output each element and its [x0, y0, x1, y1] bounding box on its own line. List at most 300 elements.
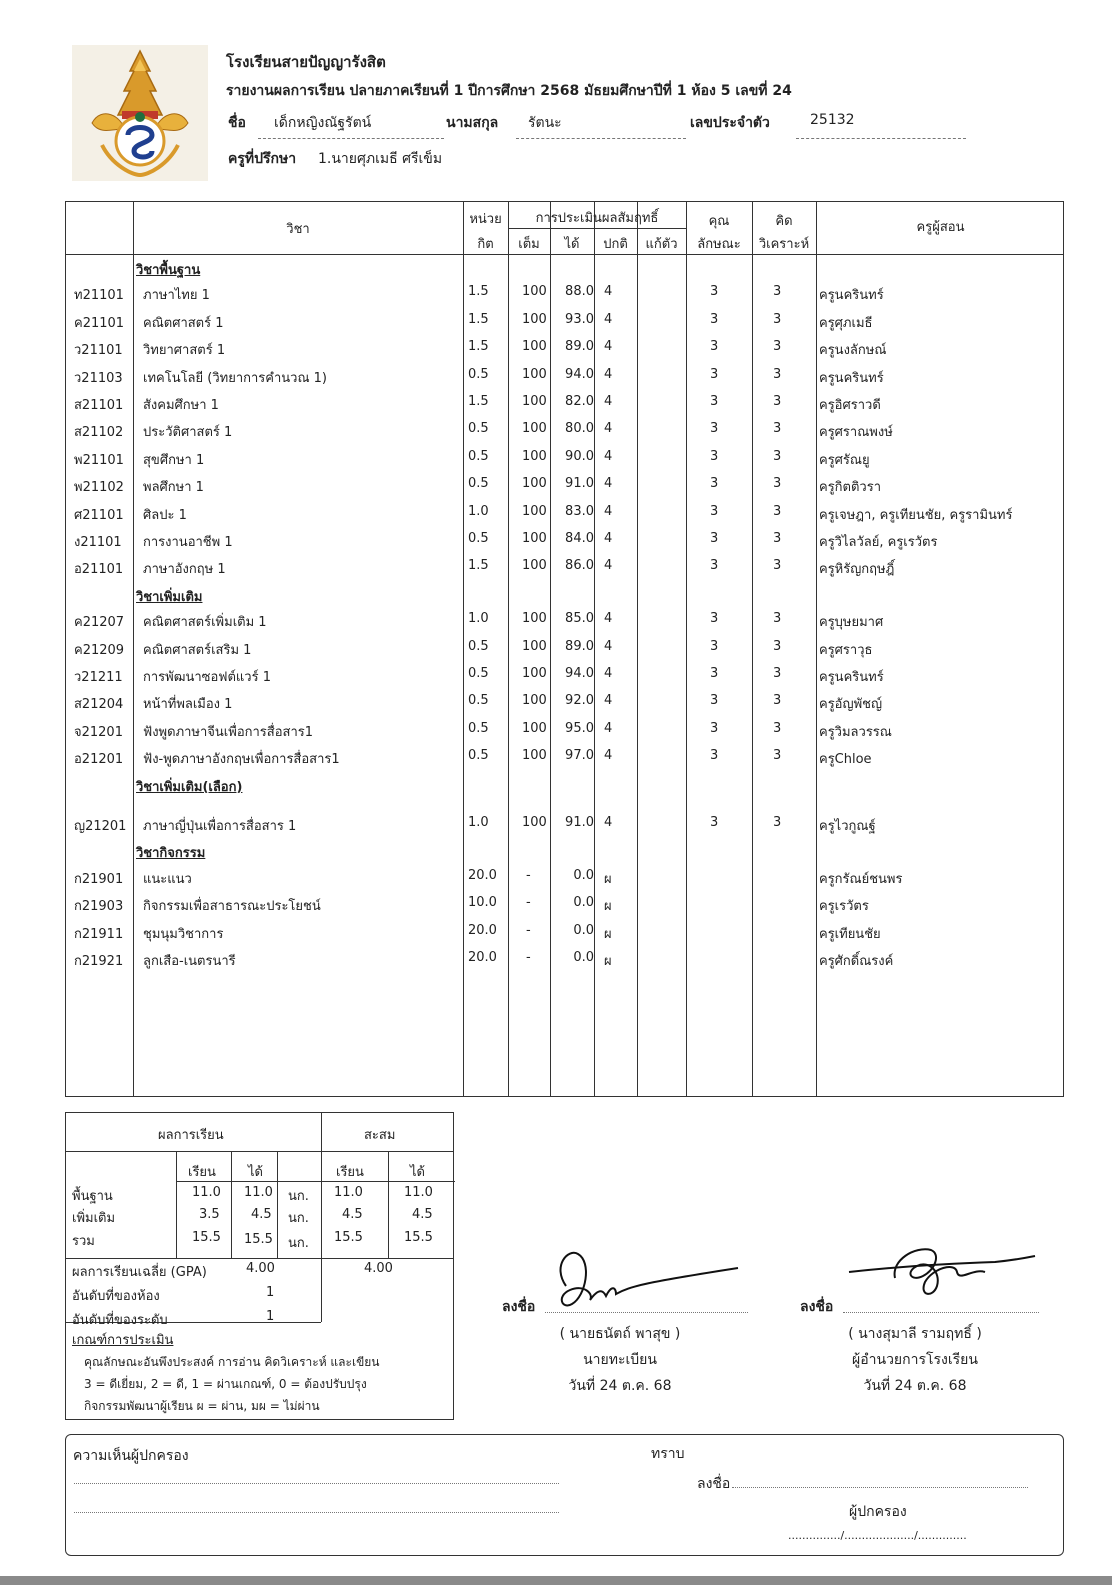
table-row — [66, 639, 1065, 659]
score: 88.0 — [565, 284, 594, 300]
full-score: 100 — [522, 339, 547, 355]
table-row — [66, 312, 1065, 332]
table-row — [66, 558, 1065, 578]
analytic-thinking: 3 — [773, 503, 782, 519]
grade: 4 — [604, 394, 613, 409]
rank-level-value: 1 — [266, 1309, 275, 1324]
col-credit-top: หน่วย — [469, 212, 502, 227]
col-subject: วิชา — [286, 222, 310, 237]
full-score: 100 — [522, 421, 547, 437]
score: 91.0 — [565, 476, 594, 492]
characteristic: 3 — [710, 366, 719, 382]
grade: ผ — [604, 871, 612, 887]
subject-code: ว21103 — [74, 370, 123, 386]
col-got: ได้ — [564, 237, 580, 252]
characteristic: 3 — [710, 476, 719, 492]
table-row — [66, 868, 1065, 888]
subject-name: สุขศึกษา 1 — [143, 452, 205, 468]
credit: 20.0 — [468, 950, 497, 965]
grade: 4 — [604, 503, 613, 519]
table-row — [66, 394, 1065, 414]
grade: 4 — [604, 284, 613, 300]
summary-row-label: พื้นฐาน — [72, 1189, 113, 1204]
teacher-name: ครูอิศราวดี — [819, 398, 881, 413]
col-think-bottom: วิเคราะห์ — [758, 237, 810, 252]
score: 97.0 — [565, 748, 594, 764]
teacher-name: ครูเรวัตร — [819, 899, 869, 915]
grade: 4 — [604, 311, 613, 327]
credit: 1.5 — [468, 394, 489, 409]
subject-code: อ21101 — [74, 562, 124, 578]
grade: 4 — [604, 476, 613, 492]
subject-code: พ21102 — [74, 480, 124, 496]
subject-code: ง21101 — [74, 535, 122, 550]
table-row — [66, 721, 1065, 741]
score: 86.0 — [565, 558, 594, 574]
acc-study-header: เรียน — [336, 1165, 364, 1180]
col-assessment: การประเมินผลสัมฤทธิ์ — [535, 211, 659, 226]
subject-code: ท21101 — [74, 288, 124, 304]
criteria-line-1: คุณลักษณะอันพึงประสงค์ การอ่าน คิดวิเคราะห์ และเขียน — [84, 1355, 380, 1369]
table-row — [66, 693, 1065, 713]
teacher-name: ครูอัญพัชญ์ — [819, 697, 883, 713]
score: 0.0 — [573, 895, 594, 911]
summary-acc-study: 11.0 — [334, 1185, 363, 1200]
credit: 0.5 — [468, 638, 489, 654]
characteristic: 3 — [710, 815, 719, 830]
full-score: 100 — [522, 394, 547, 409]
subject-code: อ21201 — [74, 752, 124, 768]
score: 94.0 — [565, 366, 594, 382]
summary-acc-got: 4.5 — [412, 1207, 433, 1222]
full-score: 100 — [522, 531, 547, 546]
criteria-line-2: 3 = ดีเยี่ยม, 2 = ดี, 1 = ผ่านเกณฑ์, 0 = ต้องปรับปรุง — [84, 1377, 367, 1391]
grade: 4 — [604, 558, 613, 574]
characteristic: 3 — [710, 693, 719, 709]
col-credit-bottom: กิต — [477, 237, 494, 252]
grade: ผ — [604, 954, 612, 969]
school-name: โรงเรียนสายปัญญารังสิต — [226, 53, 386, 71]
full-score: 100 — [522, 476, 547, 492]
table-row — [66, 611, 1065, 631]
table-row — [66, 923, 1065, 943]
credit: 20.0 — [468, 867, 497, 883]
full-score: - — [526, 922, 531, 938]
director-date: วันที่ 24 ต.ค. 68 — [863, 1378, 967, 1394]
parent-sign-label: ลงชื่อ — [697, 1476, 731, 1492]
parent-title: ผู้ปกครอง — [849, 1504, 907, 1520]
table-row — [66, 339, 1065, 359]
full-score: 100 — [522, 311, 547, 327]
col-corrected: แก้ตัว — [645, 237, 678, 252]
section-title: วิชาเพิ่มเติม — [136, 589, 203, 605]
accum-label: สะสม — [364, 1128, 396, 1143]
subject-code: ค21207 — [74, 615, 125, 631]
summary-acc-study: 4.5 — [342, 1207, 363, 1222]
subject-name: การงานอาชีพ 1 — [143, 535, 233, 550]
student-id-label: เลขประจำตัว — [690, 115, 770, 131]
parent-opinion-line-2[interactable] — [74, 1512, 559, 1513]
subject-code: ศ21101 — [74, 507, 124, 523]
full-score: 100 — [522, 666, 547, 681]
characteristic: 3 — [710, 720, 719, 736]
subject-name: กิจกรรมเพื่อสาธารณะประโยชน์ — [143, 899, 321, 915]
surname-label: นามสกุล — [446, 115, 499, 131]
subject-name: การพัฒนาซอฟต์แวร์ 1 — [143, 670, 271, 685]
characteristic: 3 — [710, 503, 719, 519]
subject-code: ส21101 — [74, 398, 124, 413]
score: 84.0 — [565, 531, 594, 546]
teacher-name: ครูนงลักษณ์ — [819, 343, 887, 359]
results-label: ผลการเรียน — [158, 1128, 224, 1143]
rank-class-label: อันดับที่ของห้อง — [72, 1289, 160, 1304]
subject-name: วิทยาศาสตร์ 1 — [143, 343, 226, 359]
summary-row-label: รวม — [72, 1234, 95, 1249]
credit: 20.0 — [468, 922, 497, 938]
characteristic: 3 — [710, 311, 719, 327]
analytic-thinking: 3 — [773, 693, 782, 709]
section-title: วิชาพื้นฐาน — [136, 263, 201, 278]
full-score: 100 — [522, 638, 547, 654]
subject-name: พลศึกษา 1 — [143, 480, 204, 496]
credit: 1.5 — [468, 558, 489, 574]
parent-sign-line[interactable] — [732, 1487, 1028, 1488]
gpa-value: 4.00 — [246, 1261, 275, 1276]
summary-got: 11.0 — [244, 1185, 273, 1200]
summary-acc-got: 15.5 — [404, 1230, 433, 1245]
grade: 4 — [604, 448, 613, 464]
grade: 4 — [604, 611, 613, 627]
teacher-name: ครูหิรัญกฤษฎิ์ — [819, 562, 895, 578]
summary-got: 4.5 — [251, 1207, 272, 1222]
summary-unit: นก. — [288, 1189, 309, 1204]
name-underline — [258, 138, 444, 139]
teacher-name: ครูChloe — [819, 752, 872, 768]
criteria-line-3: กิจกรรมพัฒนาผู้เรียน ผ = ผ่าน, มผ = ไม่ผ่าน — [84, 1399, 320, 1413]
credit: 0.5 — [468, 720, 489, 736]
surname-underline — [516, 138, 686, 139]
table-row — [66, 748, 1065, 768]
summary-unit: นก. — [288, 1236, 309, 1251]
parent-date-line: .............../..................../.............. — [788, 1529, 967, 1542]
credit: 1.5 — [468, 311, 489, 327]
advisor-name: 1.นายศุภเมธี ศรีเข็ม — [318, 151, 443, 167]
score: 89.0 — [565, 339, 594, 355]
credit: 0.5 — [468, 448, 489, 464]
credit: 1.0 — [468, 815, 489, 830]
registrar-date: วันที่ 24 ต.ค. 68 — [568, 1378, 672, 1394]
table-row — [66, 950, 1065, 970]
school-emblem-logo — [72, 45, 208, 181]
subject-code: ญ21201 — [74, 819, 127, 834]
grade: 4 — [604, 366, 613, 382]
col-char-top: คุณ — [708, 214, 730, 229]
parent-opinion-label: ความเห็นผู้ปกครอง — [73, 1448, 189, 1464]
summary-study: 11.0 — [192, 1185, 221, 1200]
grade: 4 — [604, 748, 613, 764]
credit: 0.5 — [468, 693, 489, 709]
report-title: รายงานผลการเรียน ปลายภาคเรียนที่ 1 ปีการศึกษา 2568 มัธยมศึกษาปีที่ 1 ห้อง 5 เลขที่ 24 — [226, 83, 792, 99]
got-header: ได้ — [248, 1165, 263, 1180]
section-title: วิชากิจกรรม — [136, 846, 206, 862]
bottom-bar — [0, 1576, 1112, 1585]
score: 93.0 — [565, 311, 594, 327]
table-row — [66, 531, 1065, 551]
grade: 4 — [604, 666, 613, 681]
table-row — [66, 815, 1065, 835]
table-row — [66, 284, 1065, 304]
subject-name: ศิลปะ 1 — [143, 507, 187, 523]
grade: 4 — [604, 693, 613, 709]
subject-name: ประวัติศาสตร์ 1 — [143, 425, 233, 441]
score: 90.0 — [565, 448, 594, 464]
director-signature — [845, 1242, 1045, 1312]
teacher-name: ครูบุษยมาศ — [819, 615, 884, 631]
registrar-sign-label: ลงชื่อ — [502, 1299, 536, 1315]
score: 83.0 — [565, 503, 594, 519]
col-normal: ปกติ — [603, 237, 628, 252]
teacher-name: ครูกรัณย์ชนพร — [819, 871, 903, 887]
summary-study: 15.5 — [192, 1230, 221, 1245]
grades-table — [65, 201, 1064, 1097]
subject-code: ส21204 — [74, 697, 124, 713]
characteristic: 3 — [710, 558, 719, 574]
subject-name: ฟังพูดภาษาจีนเพื่อการสื่อสาร1 — [143, 724, 314, 740]
characteristic: 3 — [710, 611, 719, 627]
summary-box — [65, 1112, 454, 1420]
credit: 1.5 — [468, 339, 489, 355]
director-sign-line — [843, 1312, 1039, 1313]
full-score: 100 — [522, 448, 547, 464]
summary-study: 3.5 — [199, 1207, 220, 1222]
criteria-title: เกณฑ์การประเมิน — [72, 1333, 174, 1348]
rank-class-value: 1 — [266, 1285, 275, 1300]
teacher-name: ครูศรัณยู — [819, 452, 870, 468]
characteristic: 3 — [710, 638, 719, 654]
subject-code: ก21911 — [74, 926, 124, 942]
teacher-name: ครูศุภเมธี — [819, 315, 873, 331]
grade: 4 — [604, 531, 613, 546]
score: 92.0 — [565, 693, 594, 709]
full-score: - — [526, 950, 531, 965]
credit: 0.5 — [468, 748, 489, 764]
subject-code: ค21101 — [74, 315, 125, 331]
rank-level-label: อันดับที่ของระดับ — [72, 1313, 168, 1328]
full-score: 100 — [522, 558, 547, 574]
analytic-thinking: 3 — [773, 748, 782, 764]
analytic-thinking: 3 — [773, 531, 782, 546]
analytic-thinking: 3 — [773, 394, 782, 409]
teacher-name: ครูนครินทร์ — [819, 370, 884, 386]
section-title: วิชาเพิ่มเติม(เลือก) — [136, 779, 243, 795]
characteristic: 3 — [710, 531, 719, 546]
grade: 4 — [604, 638, 613, 654]
teacher-name: ครูไวกูณฐ์ — [819, 819, 876, 834]
analytic-thinking: 3 — [773, 815, 782, 830]
summary-acc-got: 11.0 — [404, 1185, 433, 1200]
grade: ผ — [604, 926, 612, 942]
full-score: - — [526, 895, 531, 911]
subject-code: ก21921 — [74, 954, 124, 969]
teacher-name: ครูวิไลวัลย์, ครูเรวัตร — [819, 535, 938, 550]
score: 89.0 — [565, 638, 594, 654]
grade: 4 — [604, 421, 613, 437]
subject-code: ว21101 — [74, 343, 123, 359]
analytic-thinking: 3 — [773, 666, 782, 681]
score: 85.0 — [565, 611, 594, 627]
teacher-name: ครูเจษฎา, ครูเทียนชัย, ครูรามินทร์ — [819, 507, 1013, 523]
table-row — [66, 421, 1065, 441]
characteristic: 3 — [710, 339, 719, 355]
teacher-name: ครูศราณพงษ์ — [819, 425, 893, 441]
teacher-name: ครูศักดิ์ณรงค์ — [819, 954, 894, 969]
credit: 0.5 — [468, 421, 489, 437]
acc-got-header: ได้ — [410, 1165, 425, 1180]
characteristic: 3 — [710, 748, 719, 764]
subject-code: ก21901 — [74, 871, 124, 887]
analytic-thinking: 3 — [773, 366, 782, 382]
grade: 4 — [604, 815, 613, 830]
analytic-thinking: 3 — [773, 421, 782, 437]
table-row — [66, 476, 1065, 496]
analytic-thinking: 3 — [773, 611, 782, 627]
registrar-title: นายทะเบียน — [583, 1352, 657, 1368]
grade: ผ — [604, 899, 612, 915]
col-teacher: ครูผู้สอน — [916, 220, 965, 235]
teacher-name: ครูนครินทร์ — [819, 670, 884, 685]
full-score: - — [526, 867, 531, 883]
characteristic: 3 — [710, 284, 719, 300]
advisor-label: ครูที่ปรึกษา — [228, 151, 297, 167]
subject-name: แนะแนว — [143, 871, 192, 887]
name-label: ชื่อ — [228, 115, 246, 131]
study-header: เรียน — [188, 1165, 216, 1180]
gpa-label: ผลการเรียนเฉลี่ย (GPA) — [72, 1265, 207, 1280]
credit: 0.5 — [468, 531, 489, 546]
score: 80.0 — [565, 421, 594, 437]
credit: 0.5 — [468, 666, 489, 681]
parent-comment-box — [65, 1434, 1064, 1556]
registrar-signature — [548, 1246, 748, 1316]
characteristic: 3 — [710, 394, 719, 409]
summary-acc-study: 15.5 — [334, 1230, 363, 1245]
subject-name: คณิตศาสตร์เพิ่มเติม 1 — [143, 615, 267, 631]
parent-ack-label: ทราบ — [651, 1446, 685, 1462]
student-id: 25132 — [810, 112, 855, 128]
subject-name: ภาษาอังกฤษ 1 — [143, 562, 226, 578]
teacher-name: ครูศราวุธ — [819, 642, 873, 658]
registrar-name: ( นายธนัตถ์ พาสุข ) — [559, 1326, 681, 1342]
summary-unit: นก. — [288, 1211, 309, 1226]
full-score: 100 — [522, 693, 547, 709]
director-title: ผู้อำนวยการโรงเรียน — [852, 1352, 978, 1368]
subject-name: ภาษาญี่ปุ่นเพื่อการสื่อสาร 1 — [143, 819, 297, 834]
score: 0.0 — [573, 950, 594, 965]
table-row — [66, 504, 1065, 524]
subject-name: คณิตศาสตร์เสริม 1 — [143, 642, 252, 658]
full-score: 100 — [522, 284, 547, 300]
characteristic: 3 — [710, 448, 719, 464]
analytic-thinking: 3 — [773, 558, 782, 574]
director-sign-label: ลงชื่อ — [800, 1299, 834, 1315]
student-name: เด็กหญิงณัฐรัตน์ — [274, 115, 372, 131]
credit: 1.0 — [468, 503, 489, 519]
score: 82.0 — [565, 394, 594, 409]
analytic-thinking: 3 — [773, 339, 782, 355]
teacher-name: ครูเทียนชัย — [819, 926, 881, 942]
gpa-accum-value: 4.00 — [364, 1261, 393, 1276]
subject-name: เทคโนโลยี (วิทยาการคำนวณ 1) — [143, 370, 328, 386]
teacher-name: ครูนครินทร์ — [819, 288, 884, 304]
col-full: เต็ม — [518, 237, 540, 252]
teacher-name: ครูกิตติวรา — [819, 480, 882, 496]
subject-name: ฟัง-พูดภาษาอังกฤษเพื่อการสื่อสาร1 — [143, 752, 340, 768]
subject-name: ชุมนุมวิชาการ — [143, 926, 224, 942]
subject-code: พ21101 — [74, 452, 124, 468]
full-score: 100 — [522, 503, 547, 519]
grade: 4 — [604, 720, 613, 736]
director-name: ( นางสุมาลี รามฤทธิ์ ) — [848, 1326, 982, 1342]
subject-name: ลูกเสือ-เนตรนารี — [143, 954, 236, 969]
summary-row-label: เพิ่มเติม — [72, 1211, 116, 1226]
credit: 0.5 — [468, 366, 489, 382]
subject-name: คณิตศาสตร์ 1 — [143, 315, 224, 331]
subject-name: สังคมศึกษา 1 — [143, 398, 219, 413]
analytic-thinking: 3 — [773, 311, 782, 327]
subject-code: ส21102 — [74, 425, 124, 441]
col-think-top: คิด — [775, 214, 793, 229]
credit: 1.0 — [468, 611, 489, 627]
grade: 4 — [604, 339, 613, 355]
subject-code: ว21211 — [74, 670, 123, 685]
score: 91.0 — [565, 815, 594, 830]
analytic-thinking: 3 — [773, 448, 782, 464]
full-score: 100 — [522, 611, 547, 627]
score: 0.0 — [573, 867, 594, 883]
full-score: 100 — [522, 366, 547, 382]
characteristic: 3 — [710, 666, 719, 681]
analytic-thinking: 3 — [773, 720, 782, 736]
table-row — [66, 666, 1065, 686]
analytic-thinking: 3 — [773, 284, 782, 300]
subject-code: ค21209 — [74, 642, 125, 658]
id-underline — [796, 138, 966, 139]
table-row — [66, 895, 1065, 915]
credit: 1.5 — [468, 284, 489, 300]
subject-code: จ21201 — [74, 724, 123, 740]
analytic-thinking: 3 — [773, 638, 782, 654]
student-surname: รัตนะ — [528, 115, 562, 131]
parent-opinion-line-1[interactable] — [74, 1483, 559, 1484]
full-score: 100 — [522, 720, 547, 736]
subject-name: หน้าที่พลเมือง 1 — [143, 697, 233, 713]
col-char-bottom: ลักษณะ — [697, 237, 741, 252]
credit: 0.5 — [468, 476, 489, 492]
table-row — [66, 449, 1065, 469]
teacher-name: ครูวิมลวรรณ — [819, 724, 892, 740]
subject-name: ภาษาไทย 1 — [143, 288, 210, 304]
summary-got: 15.5 — [244, 1232, 273, 1247]
full-score: 100 — [522, 748, 547, 764]
table-row — [66, 367, 1065, 387]
score: 0.0 — [573, 922, 594, 938]
score: 94.0 — [565, 666, 594, 681]
full-score: 100 — [522, 815, 547, 830]
subject-code: ก21903 — [74, 899, 124, 915]
analytic-thinking: 3 — [773, 476, 782, 492]
score: 95.0 — [565, 720, 594, 736]
characteristic: 3 — [710, 421, 719, 437]
